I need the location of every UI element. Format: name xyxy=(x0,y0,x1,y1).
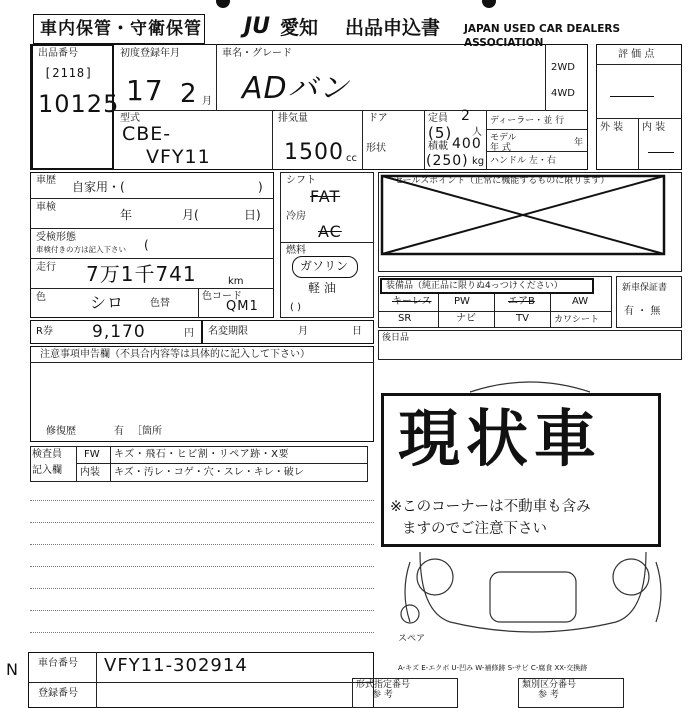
damage-legend: A-キズ E-エクボ U-凹み W-補修跡 S-サビ C-腐食 XX-交換跡 xyxy=(398,664,588,672)
ju-logo: JU xyxy=(244,14,271,39)
divider xyxy=(596,64,682,65)
inspector-fw-label: FW xyxy=(84,449,100,460)
dealer-import-label: ディーラー・並 行 xyxy=(490,116,565,126)
divider xyxy=(596,118,682,119)
divider xyxy=(114,110,588,111)
dotted-line xyxy=(30,632,374,633)
selling-points-cross xyxy=(378,172,682,272)
class-number-label: 類別区分番号 xyxy=(522,680,577,690)
displacement-unit: cc xyxy=(346,153,357,164)
model-year-unit: 年 xyxy=(574,138,584,148)
color-label: 色 xyxy=(36,292,46,303)
divider xyxy=(198,288,199,318)
buyer-label: 後日品 xyxy=(382,333,410,343)
receive-label: 受検形態 xyxy=(36,232,76,243)
inspection-label: 車検 xyxy=(36,202,56,213)
divider xyxy=(30,198,274,199)
repair-location: ［箇所 xyxy=(132,426,162,437)
buyer-box xyxy=(378,330,682,360)
lot-sub-number: [2118] xyxy=(44,66,94,80)
color-code-label: 色コード xyxy=(202,291,242,302)
interior-label: 内 装 xyxy=(642,122,666,133)
binder-hole-right xyxy=(482,0,496,8)
divider xyxy=(424,110,425,170)
binder-hole-left xyxy=(216,0,230,8)
mileage-label: 走行 xyxy=(36,262,56,273)
inspector-interior-label: 内装 xyxy=(80,467,100,478)
cooler-value: AC xyxy=(318,222,342,241)
chassis-marker: N xyxy=(6,660,18,679)
divider xyxy=(486,110,487,170)
chassis-label: 車台番号 xyxy=(38,658,78,669)
dotted-line xyxy=(30,522,374,523)
color-change-label: 色替 xyxy=(150,298,170,309)
ownership-day: 日 xyxy=(352,326,362,337)
vehicle-name: ADバン xyxy=(242,71,350,106)
evaluation-blank xyxy=(648,152,674,153)
capacity-value-alt: (5) xyxy=(428,124,453,142)
inspector-label-1: 検査員 xyxy=(32,449,62,460)
inspection-year-unit: 年 xyxy=(120,208,133,222)
color-value: シロ xyxy=(90,293,125,312)
divider xyxy=(30,258,274,259)
spare-label: スペア xyxy=(398,634,426,644)
registration-year: 17 xyxy=(126,74,164,107)
load-label: 積載 xyxy=(428,141,448,152)
dotted-line xyxy=(30,566,374,567)
as-is-note-1: ※このコーナーは不動車も含み xyxy=(390,499,591,515)
notes-label: 注意事項申告欄（不具合内容等は具体的に記入して下さい） xyxy=(40,349,310,360)
receive-value: ( xyxy=(144,238,149,252)
org-name: 愛知 xyxy=(280,17,319,39)
inspector-fw-text: キズ・飛石・ヒビ割・リペア跡・X要 xyxy=(114,449,289,460)
handle-label: ハンドル 左・右 xyxy=(490,156,556,166)
model-label: 型式 xyxy=(120,113,140,124)
warranty-value: 有 ・ 無 xyxy=(624,306,661,317)
divider xyxy=(638,118,639,170)
evaluation-label: 評 価 点 xyxy=(618,49,655,60)
load-value: 400 xyxy=(452,136,482,152)
cooler-label: 冷房 xyxy=(286,211,306,222)
equipment-seat: カワシート xyxy=(554,315,600,325)
divider xyxy=(486,129,588,130)
divider xyxy=(110,446,111,482)
selling-points-label: セールスポイント（正常に機能するものに限ります） xyxy=(394,176,610,186)
load-unit: kg xyxy=(472,156,485,167)
load-value-alt: (250) xyxy=(426,153,469,169)
as-is-note-2: ますのでご注意下さい xyxy=(402,521,547,537)
shift-value: FAT xyxy=(310,187,341,206)
inspector-label-2: 記入欄 xyxy=(32,465,62,476)
equipment-aw: AW xyxy=(572,296,589,307)
org-english: JAPAN USED CAR DEALERS ASSOCIATION xyxy=(464,23,621,49)
capacity-label: 定員 xyxy=(428,113,448,124)
warranty-label: 新車保証書 xyxy=(622,283,668,293)
chassis-value: VFY11-302914 xyxy=(104,655,248,676)
equipment-keyless: キーレス xyxy=(392,296,432,307)
displacement-value: 1500 xyxy=(284,140,344,165)
divider xyxy=(76,446,77,482)
ownership-label: 名変期限 xyxy=(208,326,248,337)
divider xyxy=(486,151,588,152)
registration-month-unit: 月 xyxy=(202,96,212,107)
door-label: ドア xyxy=(368,113,388,124)
door-shape-label: 形状 xyxy=(366,143,386,154)
equipment-sr: SR xyxy=(398,313,412,324)
history-value: 自家用・( xyxy=(72,180,125,194)
dotted-line xyxy=(30,610,374,611)
capacity-value: 2 xyxy=(461,108,471,124)
recycle-unit: 円 xyxy=(184,328,194,339)
as-is-title: 現状車 xyxy=(398,402,603,475)
vehicle-name-label: 車名・グレード xyxy=(222,48,292,59)
lot-number: 10125 xyxy=(38,90,120,118)
fuel-value: ガソリン xyxy=(300,259,349,273)
class-number-ref: 参 考 xyxy=(538,690,559,700)
shift-label: シフト xyxy=(286,175,316,186)
divider xyxy=(378,311,612,312)
equipment-tv: TV xyxy=(516,313,529,324)
inspection-month-unit: 月( xyxy=(182,208,199,222)
lot-number-label: 出品番号 xyxy=(38,48,78,59)
fuel-label: 燃料 xyxy=(286,245,306,256)
ownership-month: 月 xyxy=(298,326,308,337)
divider xyxy=(216,44,217,110)
history-label: 車歴 xyxy=(36,175,56,186)
receive-note: 車検付きの方は記入下さい xyxy=(36,245,126,254)
dotted-line xyxy=(30,588,374,589)
repair-label: 修復歴 xyxy=(46,426,76,437)
type-designation-ref: 参 考 xyxy=(372,690,393,700)
history-close: ) xyxy=(258,180,263,194)
displacement-label: 排気量 xyxy=(278,113,308,124)
repair-value: 有 xyxy=(114,426,124,437)
model-year-label: モデル 年 式 xyxy=(490,133,517,153)
form-title: 出品申込書 xyxy=(345,17,441,39)
divider xyxy=(30,228,274,229)
exterior-label: 外 装 xyxy=(600,122,624,133)
drive-2wd: 2WD xyxy=(551,62,575,73)
model-line1: CBE- xyxy=(122,123,172,145)
divider xyxy=(545,44,546,110)
inspector-interior-text: キズ・汚レ・コゲ・穴・スレ・キレ・破レ xyxy=(114,467,304,478)
type-designation-label: 形式指定番号 xyxy=(356,680,411,690)
mileage-unit: km xyxy=(228,276,244,287)
equipment-navi: ナビ xyxy=(456,313,476,324)
fuel-paren: ( ) xyxy=(290,302,301,313)
divider xyxy=(280,242,374,243)
capacity-unit: 人 xyxy=(472,127,482,138)
equipment-label: 装備品（純正品に限りぬ4っつけください） xyxy=(386,281,563,291)
registration-month: 2 xyxy=(180,79,198,109)
model-line2: VFY11 xyxy=(146,146,211,168)
dotted-line xyxy=(30,544,374,545)
evaluation-blank xyxy=(610,96,654,97)
recycle-label: R券 xyxy=(36,326,53,337)
dotted-line xyxy=(30,500,374,501)
mileage-value: 7万1千741 xyxy=(86,262,197,286)
divider xyxy=(362,110,363,170)
storage-type: 車内保管・守衛保管 xyxy=(40,19,202,39)
divider xyxy=(30,288,274,289)
divider xyxy=(272,110,273,170)
registration-number-label: 登録番号 xyxy=(38,688,78,699)
equipment-airbag: エアB xyxy=(508,296,535,307)
drive-4wd: 4WD xyxy=(551,88,575,99)
fuel-option: 軽 油 xyxy=(308,281,336,295)
inspection-day-unit: 日) xyxy=(244,208,261,222)
color-code-value: QM1 xyxy=(226,299,259,314)
divider xyxy=(30,362,374,363)
registration-label: 初度登録年月 xyxy=(120,48,180,59)
divider xyxy=(28,682,374,683)
equipment-pw: PW xyxy=(454,296,470,307)
recycle-amount: 9,170 xyxy=(92,322,146,342)
divider xyxy=(76,463,368,464)
